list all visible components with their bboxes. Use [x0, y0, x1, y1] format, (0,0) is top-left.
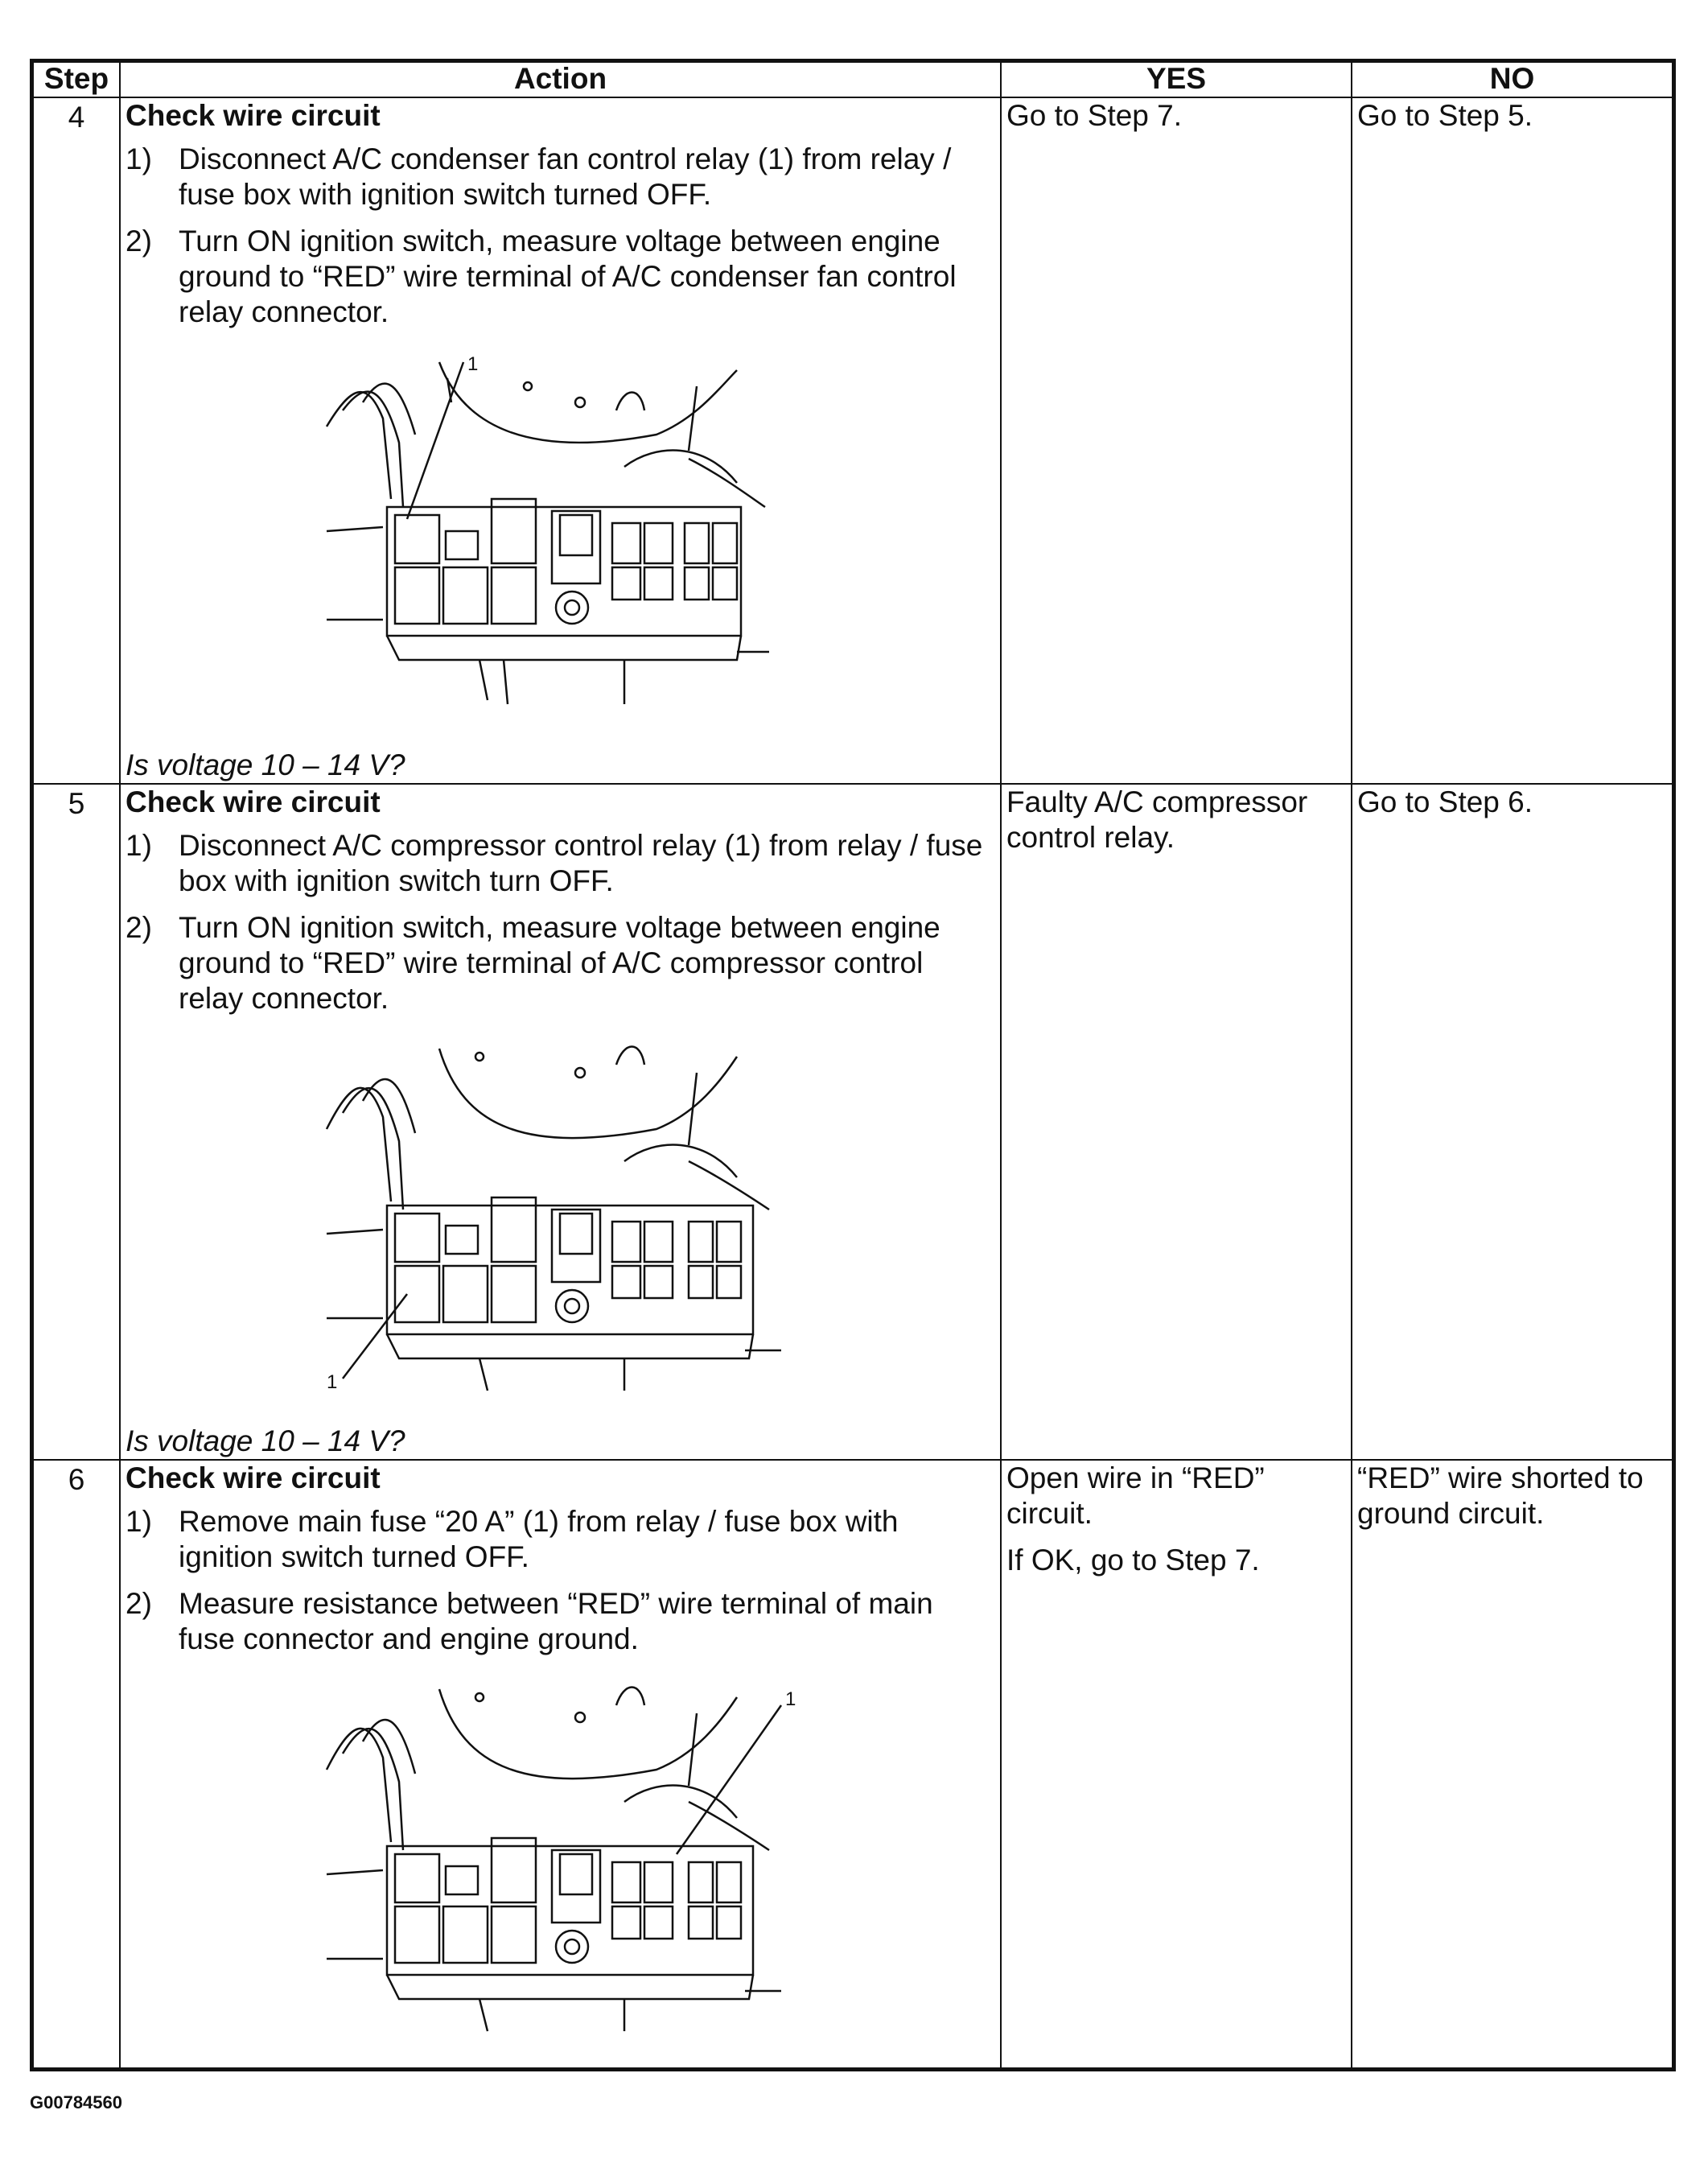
table-header-row — [33, 62, 1673, 97]
table-row — [33, 784, 1673, 1460]
table-row — [33, 1460, 1673, 2068]
document-code: G00784560 — [30, 2092, 122, 2112]
step-heading: Check wire circuit — [126, 1461, 381, 1494]
instruction-list — [126, 1504, 994, 1657]
header-yes: YES — [1001, 62, 1352, 97]
step-question: Is voltage 10 – 14 V? — [126, 1424, 405, 1457]
list-item: 2) Measure resistance between “RED” wire terminal of main fuse connector and engine ground. — [126, 1587, 933, 1655]
yes-result: Faulty A/C compressor control relay. — [1001, 784, 1352, 1460]
callout-label: 1 — [467, 354, 479, 375]
no-result: Go to Step 6. — [1352, 784, 1673, 1460]
step-number: 5 — [33, 784, 120, 1460]
list-item: 2) Turn ON ignition switch, measure voltage between engine ground to “RED” wire terminal of A/C condenser fan control relay connector. — [126, 225, 957, 328]
header-action: Action — [120, 62, 1001, 97]
step-question: Is voltage 10 – 14 V? — [126, 748, 405, 781]
no-result: “RED” wire shorted to ground circuit. — [1352, 1460, 1673, 2068]
relay-box-illustration — [319, 1041, 785, 1395]
list-item: 1) Remove main fuse “20 A” (1) from relay / fuse box with ignition switch turned OFF. — [126, 1505, 899, 1573]
step-number: 4 — [33, 97, 120, 784]
relay-box-illustration — [319, 1681, 817, 2035]
list-item: 1) Disconnect A/C condenser fan control relay (1) from relay / fuse box with ignition switch turned OFF. — [126, 142, 952, 211]
no-result: Go to Step 5. — [1352, 97, 1673, 784]
step-number: 6 — [33, 1460, 120, 2068]
list-item: 2) Turn ON ignition switch, measure voltage between engine ground to “RED” wire terminal of A/C compressor control relay connector. — [126, 911, 940, 1015]
yes-result: Open wire in “RED” circuit. If OK, go to Step 7. — [1001, 1460, 1352, 2068]
callout-label: 1 — [785, 1688, 796, 1710]
header-step: Step — [33, 62, 120, 97]
instruction-list — [126, 142, 994, 330]
table-row — [33, 97, 1673, 784]
procedure-table — [32, 61, 1673, 2069]
header-no: NO — [1352, 62, 1673, 97]
relay-box-illustration — [319, 354, 769, 708]
callout-label: 1 — [327, 1371, 338, 1393]
list-item: 1) Disconnect A/C compressor control relay (1) from relay / fuse box with ignition switch turn OFF. — [126, 829, 983, 897]
action-cell — [120, 97, 1001, 784]
action-cell — [120, 784, 1001, 1460]
action-cell — [120, 1460, 1001, 2068]
procedure-table-frame — [30, 59, 1676, 2071]
step-heading: Check wire circuit — [126, 99, 381, 132]
step-heading: Check wire circuit — [126, 785, 381, 818]
instruction-list — [126, 828, 994, 1016]
yes-result: Go to Step 7. — [1001, 97, 1352, 784]
